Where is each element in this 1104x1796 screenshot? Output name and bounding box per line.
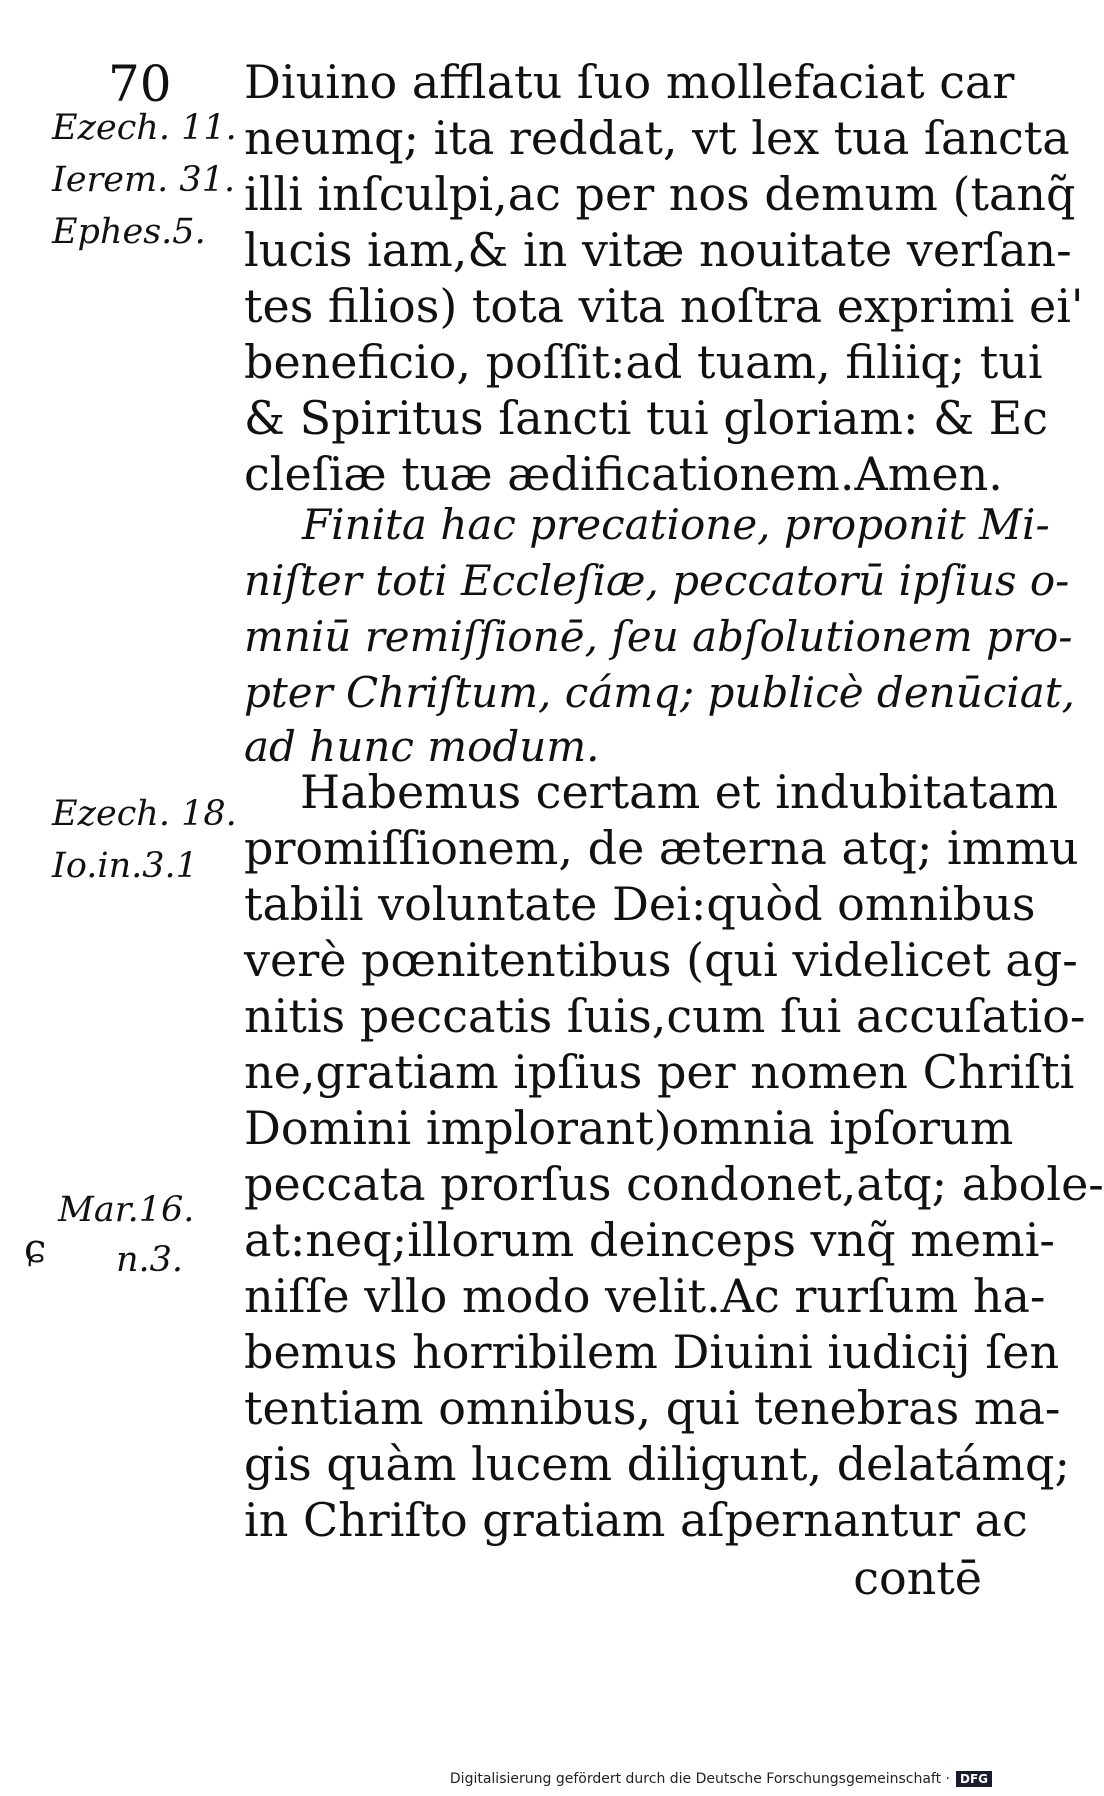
margin-note: Ierem. 31.: [52, 160, 236, 200]
rubric-line: ad hunc modum.: [244, 722, 600, 771]
rubric-line: Finita hac precatione, proponit Mi-: [302, 500, 1050, 549]
digitization-footer: [450, 1768, 992, 1790]
catchword: contē: [853, 1551, 982, 1605]
hand-mark: ɕ: [24, 1226, 47, 1272]
rubric-line: pter Chriſtum, cámq; publicè denūciat,: [244, 668, 1075, 717]
margin-note: Ezech. 11.: [52, 108, 237, 148]
body-line: ne,gratiam ipſius per nomen Chriſti: [244, 1045, 1075, 1099]
body-line: peccata prorſus condonet,atq; abole-: [244, 1157, 1104, 1211]
dfg-logo: DFG: [956, 1771, 992, 1787]
body-line: tentiam omnibus, qui tenebras ma-: [244, 1381, 1061, 1435]
margin-note: Io.in.3.1: [52, 846, 198, 886]
body-line: tabili voluntate Dei:quòd omnibus: [244, 877, 1036, 931]
body-line: Habemus certam et indubitatam: [300, 765, 1059, 819]
rubric-line: niſter toti Eccleſiæ, peccatorū ipſius o-: [244, 556, 1070, 605]
body-line: lucis iam,& in vitæ nouitate verſan-: [244, 223, 1072, 277]
body-line: gis quàm lucem diligunt, delatámq;: [244, 1437, 1070, 1491]
body-line: niſſe vllo modo velit.Ac rurſum ha-: [244, 1269, 1046, 1323]
body-line: neumq; ita reddat, vt lex tua ſancta: [244, 111, 1070, 165]
page-number: 70: [108, 55, 172, 113]
rubric-line: mniū remiſſionē, ſeu abſolutionem pro-: [244, 612, 1073, 661]
margin-note: Mar.16.: [58, 1190, 195, 1230]
body-line: cleſiæ tuæ ædificationem.Amen.: [244, 447, 1003, 501]
body-line: Diuino afflatu ſuo mollefaciat car: [244, 55, 1015, 109]
footer-credit: Digitalisierung gefördert durch die Deutsche Forschungsgemeinschaft ·: [449, 1771, 950, 1787]
body-line: at:neq;illorum deinceps vnq̃ memi-: [244, 1213, 1055, 1267]
body-line: beneficio, poſſit:ad tuam, filiiq; tui: [244, 335, 1043, 389]
body-line: verè pœnitentibus (qui videlicet ag-: [244, 933, 1078, 987]
margin-note: Ezech. 18.: [52, 794, 237, 834]
body-line: in Chriſto gratiam aſpernantur ac: [244, 1493, 1028, 1547]
body-line: nitis peccatis ſuis,cum ſui accuſatio-: [244, 989, 1086, 1043]
body-line: tes filios) tota vita noſtra exprimi ei': [244, 279, 1084, 333]
margin-note: Ephes.5.: [52, 212, 206, 252]
body-line: Domini implorant)omnia ipſorum: [244, 1101, 1014, 1155]
margin-note: n.3.: [116, 1240, 184, 1280]
body-line: illi inſculpi,ac per nos demum (tanq̃: [244, 167, 1076, 221]
body-line: bemus horribilem Diuini iudicij ſen: [244, 1325, 1060, 1379]
body-line: & Spiritus ſancti tui gloriam: & Ec: [244, 391, 1049, 445]
body-line: promiſſionem, de æterna atq; immu: [244, 821, 1079, 875]
